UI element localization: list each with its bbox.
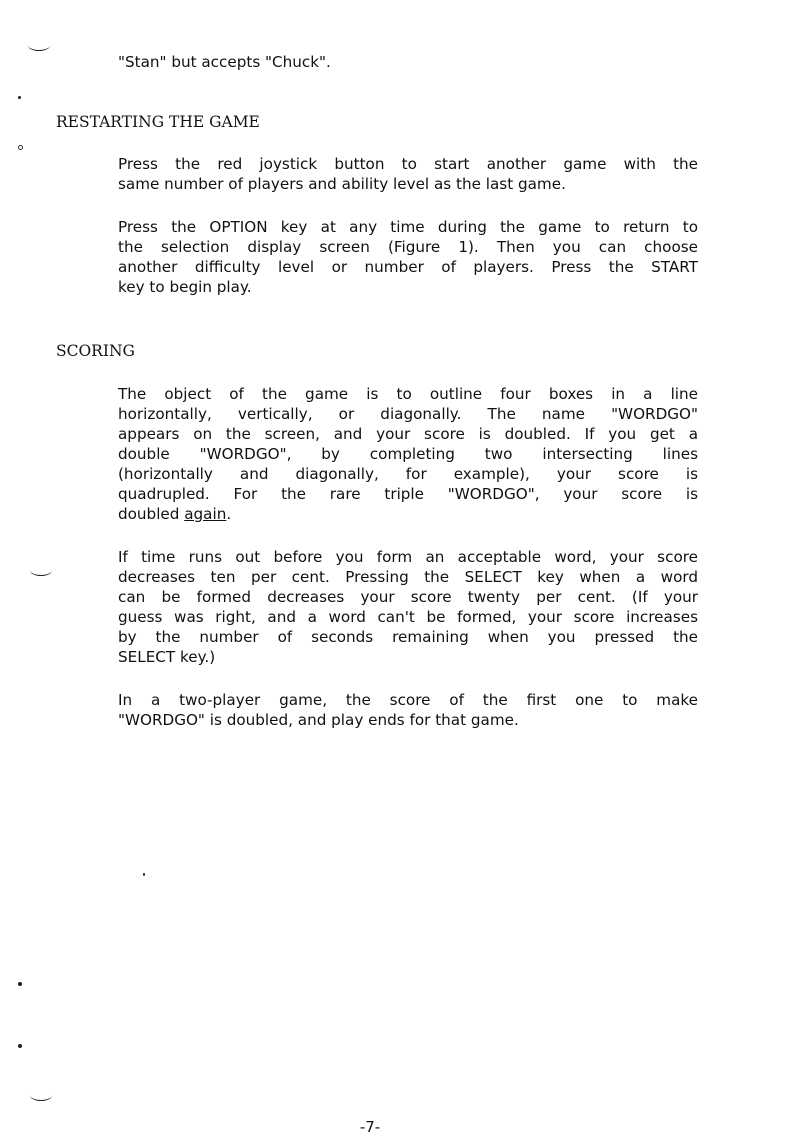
- margin-mark: [30, 1090, 52, 1101]
- restarting-heading: RESTARTING THE GAME: [56, 113, 260, 131]
- margin-ring: [18, 145, 23, 150]
- restarting-paragraph-2: Press the OPTION key at any time during the game to return to the selection display screen (Figure 1). Then you can choose another difficulty level or number of players. Press the START key to begin play.: [118, 218, 698, 296]
- margin-dot: [143, 873, 145, 876]
- margin-mark: [28, 40, 50, 51]
- scoring-paragraph-1: The object of the game is to outline four boxes in a line horizontally, vertically, or diagonally. The name "WORDGO" appears on the screen, and your score is doubled. If you get a double "WORDGO", by completing two intersecting lines (horizontally and diagonally, for example), your score is quadrupled. For the rare triple "WORDGO", your score is doubled again.: [118, 385, 698, 523]
- page-number: -7-: [359, 1118, 381, 1136]
- scoring-heading: SCORING: [56, 342, 135, 360]
- underlined-word: again: [184, 505, 227, 523]
- scoring-paragraph-1-last-line: doubled again.: [118, 505, 232, 523]
- margin-dot: [18, 982, 22, 986]
- margin-dot: [18, 1044, 22, 1048]
- margin-dot: [18, 96, 21, 99]
- restarting-paragraph-1: Press the red joystick button to start another game with the same number of players and ability level as the last game.: [118, 155, 698, 193]
- scoring-paragraph-2: If time runs out before you form an acceptable word, your score decreases ten per cent. Pressing the SELECT key when a word can be formed decreases your score twenty per cent. (If your guess was right, and a word can't be formed, your score increases by the number of seconds remaining when you pressed the SELECT key.): [118, 548, 698, 666]
- margin-mark: [30, 565, 52, 576]
- scoring-paragraph-3: In a two-player game, the score of the first one to make "WORDGO" is doubled, and play ends for that game.: [118, 691, 698, 729]
- intro-text: "Stan" but accepts "Chuck".: [118, 53, 331, 71]
